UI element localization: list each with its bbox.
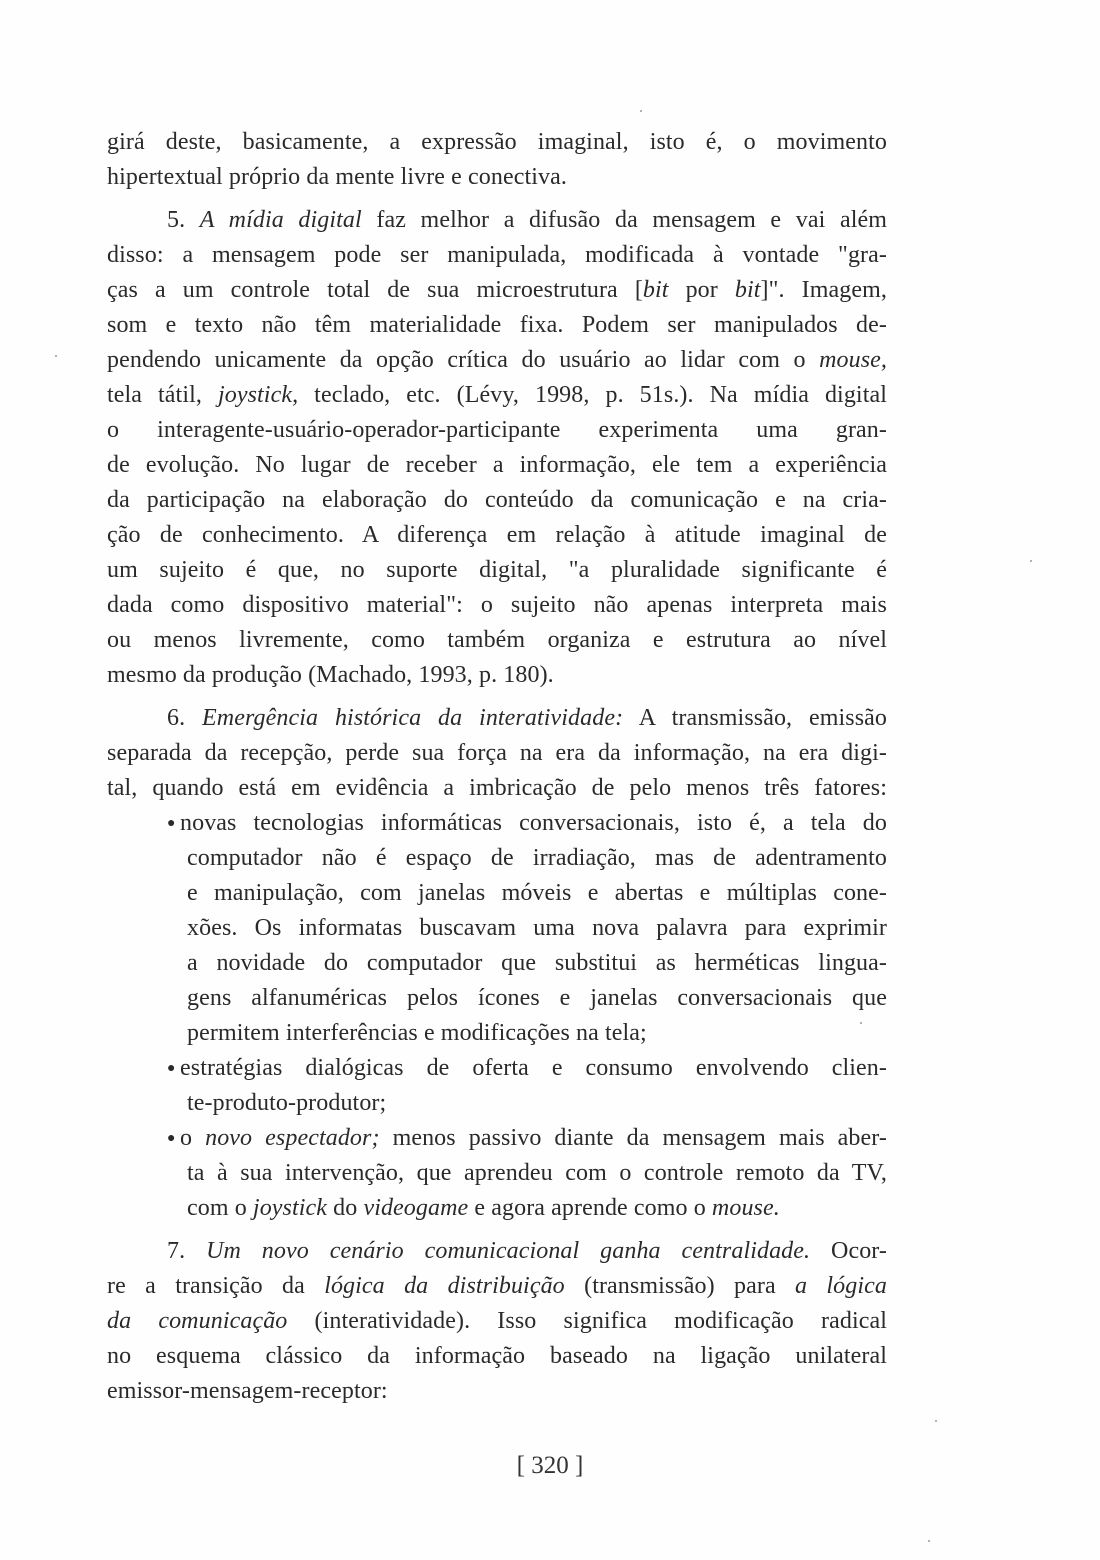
scan-speck <box>860 1022 862 1024</box>
text-line: som e texto não têm materialidade fixa. Podem ser manipulados de- <box>107 312 887 338</box>
text-line: de evolução. No lugar de receber a informação, ele tem a experiência <box>107 452 887 478</box>
text-line: o interagente-usuário-operador-participante experimenta uma gran- <box>107 417 887 443</box>
italic-term: bit <box>642 277 669 303</box>
item-number: 7. <box>167 1238 207 1264</box>
text-line: no esquema clássico da informação baseado na ligação unilateral <box>107 1343 887 1369</box>
body-text <box>107 125 887 1409</box>
bullet-item-1: ● novas tecnologias informáticas conversacionais, isto é, a tela do <box>107 806 887 841</box>
text-line: gens alfanuméricas pelos ícones e janelas conversacionais que <box>187 985 887 1011</box>
paragraph-5-start: 5. A mídia digital faz melhor a difusão da mensagem e vai além <box>167 207 887 233</box>
scan-speck <box>55 355 57 357</box>
text-line: computador não é espaço de irradiação, mas de adentramento <box>187 845 887 871</box>
text-line: disso: a mensagem pode ser manipulada, modificada à vontade "gra- <box>107 242 887 268</box>
text-line: ta à sua intervenção, que aprendeu com o controle remoto da TV, <box>187 1160 887 1186</box>
italic-term: da comunicação <box>107 1308 288 1334</box>
text-line: tal, quando está em evidência a imbricação de pelo menos três fatores: <box>107 775 887 801</box>
text-line: mesmo da produção (Machado, 1993, p. 180). <box>107 662 554 688</box>
italic-term: mouse. <box>711 1195 780 1221</box>
page-number: [ 320 ] <box>516 1452 584 1479</box>
text-line: te-produto-produtor; <box>187 1090 387 1116</box>
italic-term: Emergência histórica da interatividade: <box>202 705 624 731</box>
bullet-item-2: ● estratégias dialógicas de oferta e consumo envolvendo clien- <box>107 1051 887 1086</box>
text-line: tela tátil, joystick, teclado, etc. (Lévy, 1998, p. 51s.). Na mídia digital <box>107 382 887 408</box>
italic-term: novo espectador; <box>205 1125 380 1151</box>
scan-speck <box>640 110 642 112</box>
text-line: ção de conhecimento. A diferença em relação à atitude imaginal de <box>107 522 887 548</box>
text-line: um sujeito é que, no suporte digital, "a pluralidade significante é <box>107 557 887 583</box>
text-line: emissor-mensagem-receptor: <box>107 1378 388 1404</box>
text-line: com o joystick do videogame e agora aprende como o mouse. <box>187 1195 780 1221</box>
italic-term: a lógica <box>795 1273 888 1299</box>
text-line: ças a um controle total de sua microestrutura [bit por bit]". Imagem, <box>107 277 887 303</box>
italic-term: videogame <box>363 1195 469 1221</box>
text-line: hipertextual próprio da mente livre e conectiva. <box>107 164 567 190</box>
italic-term: joystick, <box>217 382 299 408</box>
text-line: e manipulação, com janelas móveis e abertas e múltiplas cone- <box>187 880 887 906</box>
item-number: 5. <box>167 207 200 233</box>
bullet-icon: ● <box>167 816 176 831</box>
italic-term: A mídia digital <box>199 207 362 233</box>
italic-term: joystick <box>252 1195 328 1221</box>
italic-term: bit <box>734 277 761 303</box>
text-line: a novidade do computador que substitui as herméticas lingua- <box>187 950 887 976</box>
scan-speck <box>928 1540 930 1542</box>
italic-term: mouse, <box>819 347 887 373</box>
text-line: dada como dispositivo material": o sujeito não apenas interpreta mais <box>107 592 887 618</box>
scan-speck <box>1030 560 1032 562</box>
text-line: pendendo unicamente da opção crítica do usuário ao lidar com o mouse, <box>107 347 887 373</box>
text-line: separada da recepção, perde sua força na era da informação, na era digi- <box>107 740 887 766</box>
text-line: da comunicação (interatividade). Isso significa modificação radical <box>107 1308 888 1334</box>
italic-term: Um novo cenário comunicacional ganha centralidade. <box>206 1238 811 1264</box>
bullet-icon: ● <box>167 1131 176 1146</box>
text-line: da participação na elaboração do conteúdo da comunicação e na cria- <box>107 487 887 513</box>
text-line: permitem interferências e modificações na tela; <box>187 1020 647 1046</box>
paragraph-7-start: 7. Um novo cenário comunicacional ganha centralidade. Ocor- <box>167 1238 887 1264</box>
italic-term: lógica da distribuição <box>324 1273 565 1299</box>
bullet-icon: ● <box>167 1061 176 1076</box>
text-line: girá deste, basicamente, a expressão imaginal, isto é, o movimento <box>107 129 887 155</box>
scan-speck <box>935 1420 937 1422</box>
item-number: 6. <box>167 705 203 731</box>
text-line: xões. Os informatas buscavam uma nova palavra para exprimir <box>187 915 887 941</box>
bullet-item-3: ● o novo espectador; menos passivo diante da mensagem mais aber- <box>107 1121 887 1156</box>
text-line: ou menos livremente, como também organiza e estrutura ao nível <box>107 627 887 653</box>
text-line: re a transição da lógica da distribuição (transmissão) para a lógica <box>107 1273 888 1299</box>
paragraph-6-start: 6. Emergência histórica da interatividade: A transmissão, emissão <box>167 705 888 731</box>
